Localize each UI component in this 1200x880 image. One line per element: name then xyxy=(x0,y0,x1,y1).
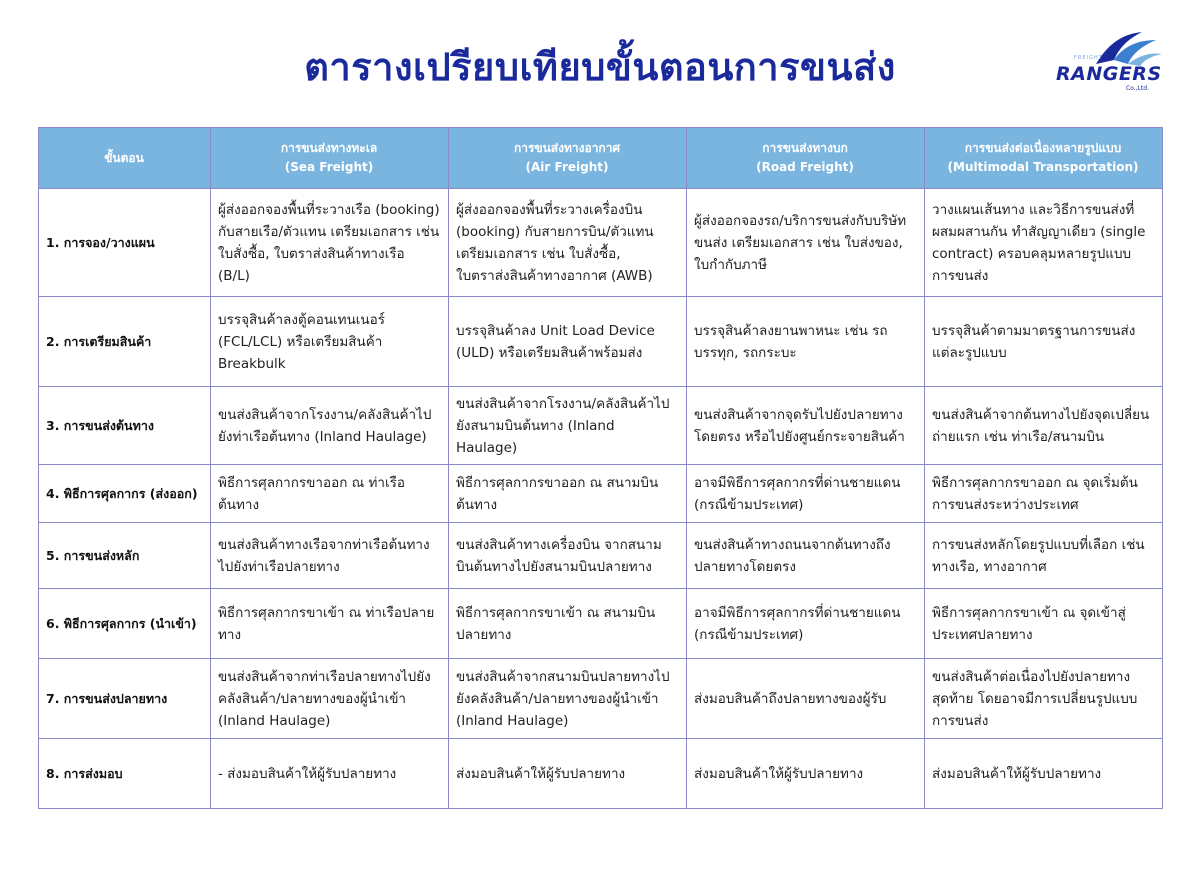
sea-cell: ขนส่งสินค้าจากโรงงาน/คลังสินค้าไปยังท่าเรือต้นทาง (Inland Haulage) xyxy=(211,387,449,465)
multi-cell: วางแผนเส้นทาง และวิธีการขนส่งที่ผสมผสานกัน ทำสัญญาเดียว (single contract) ครอบคลุมหลายรูปแบบการขนส่ง xyxy=(925,189,1163,297)
logo-subtext: Co.,Ltd. xyxy=(1126,85,1149,92)
page-title: ตารางเปรียบเทียบขั้นตอนการขนส่ง xyxy=(304,45,896,89)
sea-cell: - ส่งมอบสินค้าให้ผู้รับปลายทาง xyxy=(211,739,449,809)
road-cell: ส่งมอบสินค้าถึงปลายทางของผู้รับ xyxy=(687,659,925,739)
table-row xyxy=(39,659,1163,739)
multi-cell: ขนส่งสินค้าต่อเนื่องไปยังปลายทางสุดท้าย โดยอาจมีการเปลี่ยนรูปแบบการขนส่ง xyxy=(925,659,1163,739)
header-multimodal: การขนส่งต่อเนื่องหลายรูปแบบ (Multimodal Transportation) xyxy=(925,128,1163,189)
road-cell: ขนส่งสินค้าทางถนนจากต้นทางถึงปลายทางโดยตรง xyxy=(687,523,925,589)
multi-cell: การขนส่งหลักโดยรูปแบบที่เลือก เช่น ทางเรือ, ทางอากาศ xyxy=(925,523,1163,589)
step-cell: 2. การเตรียมสินค้า xyxy=(39,297,211,387)
road-cell: ส่งมอบสินค้าให้ผู้รับปลายทาง xyxy=(687,739,925,809)
road-cell: ผู้ส่งออกจองรถ/บริการขนส่งกับบริษัทขนส่ง เตรียมเอกสาร เช่น ใบส่งของ, ใบกำกับภาษี xyxy=(687,189,925,297)
table-row xyxy=(39,523,1163,589)
air-cell: ขนส่งสินค้าจากโรงงาน/คลังสินค้าไปยังสนามบินต้นทาง (Inland Haulage) xyxy=(449,387,687,465)
air-cell: บรรจุสินค้าลง Unit Load Device (ULD) หรือเตรียมสินค้าพร้อมส่ง xyxy=(449,297,687,387)
sea-cell: ขนส่งสินค้าทางเรือจากท่าเรือต้นทางไปยังท่าเรือปลายทาง xyxy=(211,523,449,589)
logo-small-text: FREIGHT xyxy=(1074,55,1103,61)
table-row xyxy=(39,465,1163,523)
multi-cell: บรรจุสินค้าตามมาตรฐานการขนส่งแต่ละรูปแบบ xyxy=(925,297,1163,387)
table-header-row xyxy=(39,128,1163,189)
header-air-freight: การขนส่งทางอากาศ (Air Freight) xyxy=(449,128,687,189)
multi-cell: พิธีการศุลกากรขาออก ณ จุดเริ่มต้นการขนส่งระหว่างประเทศ xyxy=(925,465,1163,523)
air-cell: ผู้ส่งออกจองพื้นที่ระวางเครื่องบิน (booking) กับสายการบิน/ตัวแทน เตรียมเอกสาร เช่น ใบสั่งซื้อ, ใบตราส่งสินค้าทางอากาศ (AWB) xyxy=(449,189,687,297)
sea-cell: บรรจุสินค้าลงตู้คอนเทนเนอร์ (FCL/LCL) หรือเตรียมสินค้า Breakbulk xyxy=(211,297,449,387)
step-cell: 6. พิธีการศุลกากร (นำเข้า) xyxy=(39,589,211,659)
air-cell: พิธีการศุลกากรขาออก ณ สนามบินต้นทาง xyxy=(449,465,687,523)
header-sea-freight: การขนส่งทางทะเล (Sea Freight) xyxy=(211,128,449,189)
table-row xyxy=(39,387,1163,465)
step-cell: 5. การขนส่งหลัก xyxy=(39,523,211,589)
table-row xyxy=(39,189,1163,297)
step-cell: 1. การจอง/วางแผน xyxy=(39,189,211,297)
step-cell: 4. พิธีการศุลกากร (ส่งออก) xyxy=(39,465,211,523)
air-cell: พิธีการศุลกากรขาเข้า ณ สนามบินปลายทาง xyxy=(449,589,687,659)
table-row xyxy=(39,589,1163,659)
logo-text: RANGERS xyxy=(1056,63,1162,85)
sea-cell: ขนส่งสินค้าจากท่าเรือปลายทางไปยังคลังสินค้า/ปลายทางของผู้นำเข้า (Inland Haulage) xyxy=(211,659,449,739)
road-cell: ขนส่งสินค้าจากจุดรับไปยังปลายทางโดยตรง หรือไปยังศูนย์กระจายสินค้า xyxy=(687,387,925,465)
comparison-table xyxy=(38,127,1163,809)
sea-cell: พิธีการศุลกากรขาเข้า ณ ท่าเรือปลายทาง xyxy=(211,589,449,659)
multi-cell: ขนส่งสินค้าจากต้นทางไปยังจุดเปลี่ยนถ่ายแรก เช่น ท่าเรือ/สนามบิน xyxy=(925,387,1163,465)
header-road-freight: การขนส่งทางบก (Road Freight) xyxy=(687,128,925,189)
road-cell: อาจมีพิธีการศุลกากรที่ด่านชายแดน (กรณีข้ามประเทศ) xyxy=(687,589,925,659)
multi-cell: ส่งมอบสินค้าให้ผู้รับปลายทาง xyxy=(925,739,1163,809)
table-row xyxy=(39,739,1163,809)
multi-cell: พิธีการศุลกากรขาเข้า ณ จุดเข้าสู่ประเทศปลายทาง xyxy=(925,589,1163,659)
step-cell: 8. การส่งมอบ xyxy=(39,739,211,809)
table-row xyxy=(39,297,1163,387)
air-cell: ขนส่งสินค้าจากสนามบินปลายทางไปยังคลังสินค้า/ปลายทางของผู้นำเข้า (Inland Haulage) xyxy=(449,659,687,739)
header-step: ขั้นตอน xyxy=(39,128,211,189)
air-cell: ขนส่งสินค้าทางเครื่องบิน จากสนามบินต้นทางไปยังสนามบินปลายทาง xyxy=(449,523,687,589)
road-cell: บรรจุสินค้าลงยานพาหนะ เช่น รถบรรทุก, รถกระบะ xyxy=(687,297,925,387)
road-cell: อาจมีพิธีการศุลกากรที่ด่านชายแดน (กรณีข้ามประเทศ) xyxy=(687,465,925,523)
step-cell: 7. การขนส่งปลายทาง xyxy=(39,659,211,739)
sea-cell: พิธีการศุลกากรขาออก ณ ท่าเรือต้นทาง xyxy=(211,465,449,523)
sea-cell: ผู้ส่งออกจองพื้นที่ระวางเรือ (booking) กับสายเรือ/ตัวแทน เตรียมเอกสาร เช่น ใบสั่งซื้อ, ใบตราส่งสินค้าทางเรือ (B/L) xyxy=(211,189,449,297)
company-logo xyxy=(1056,30,1166,92)
air-cell: ส่งมอบสินค้าให้ผู้รับปลายทาง xyxy=(449,739,687,809)
step-cell: 3. การขนส่งต้นทาง xyxy=(39,387,211,465)
